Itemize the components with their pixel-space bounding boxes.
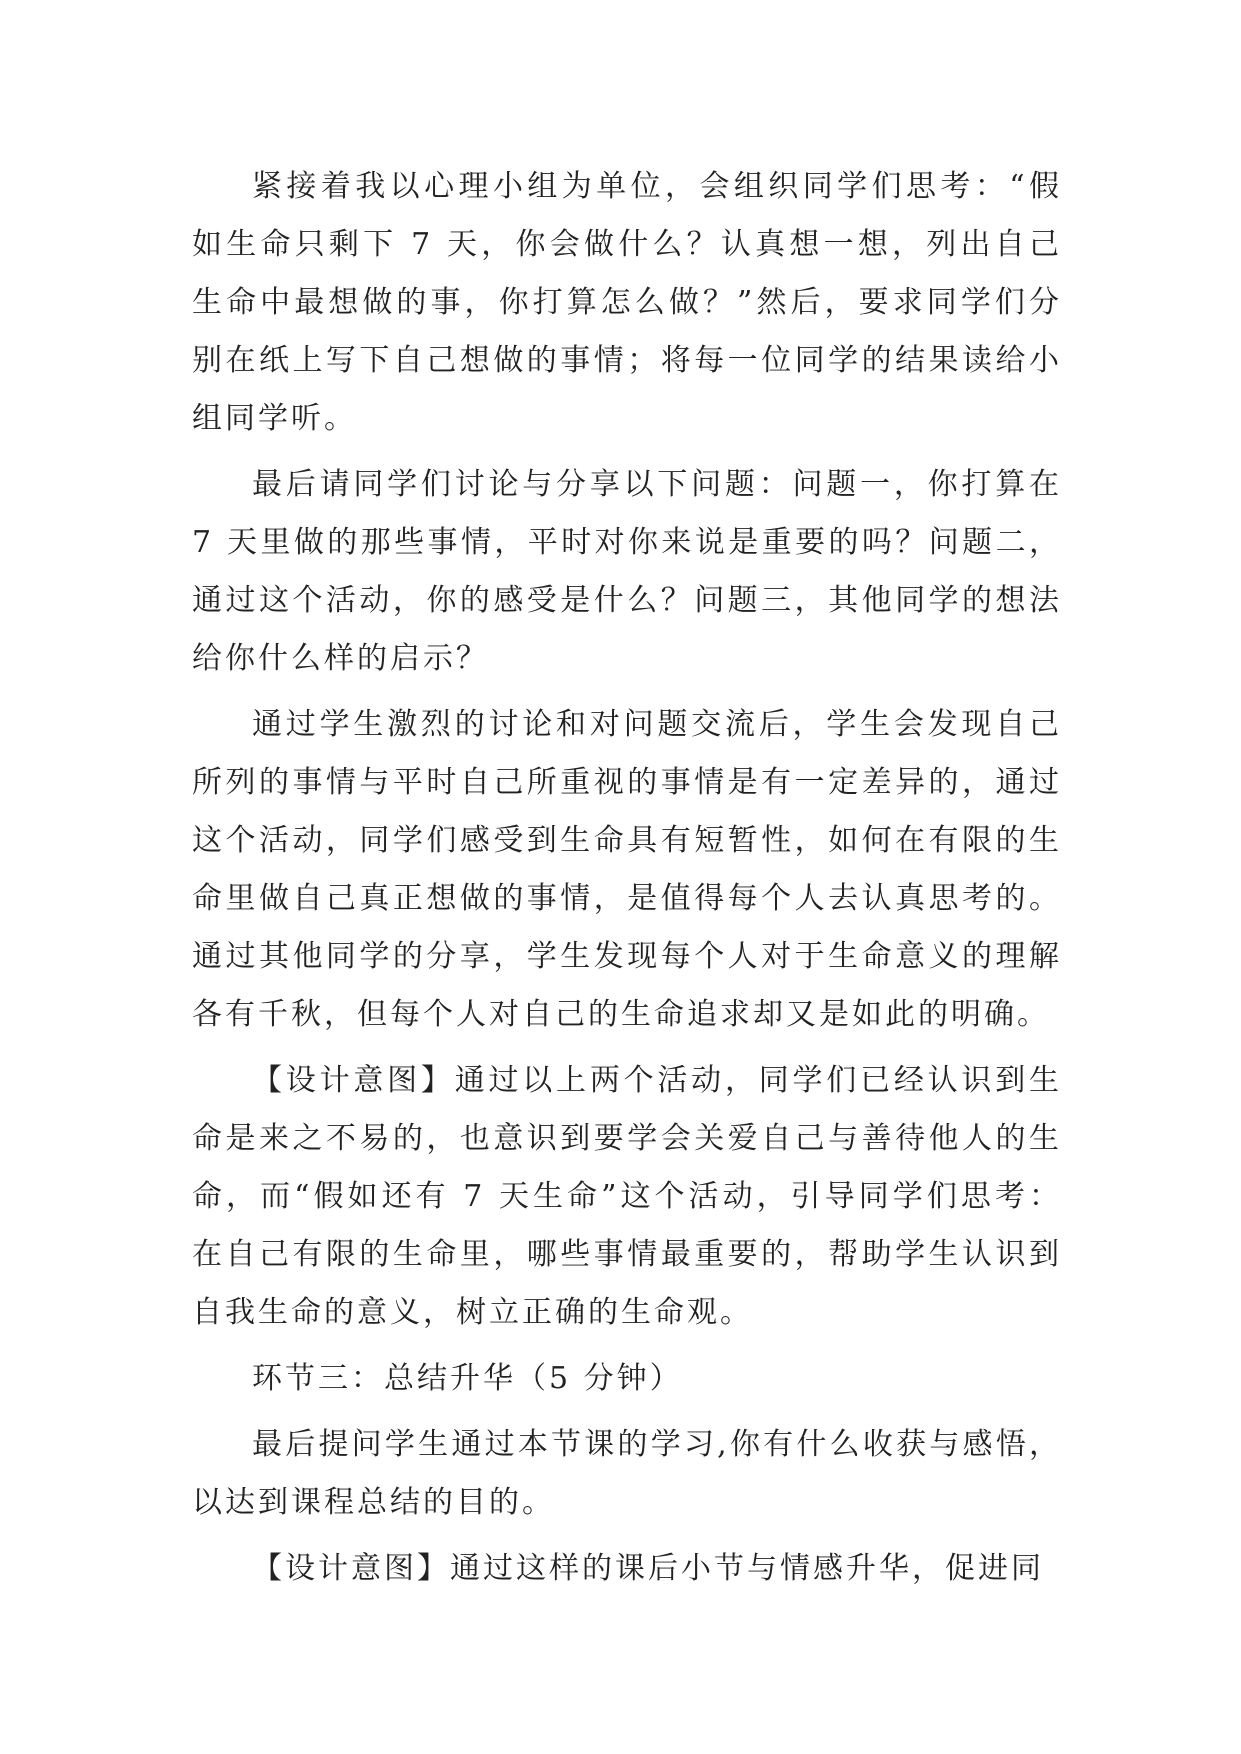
paragraph-design-intent-2: 【设计意图】通过这样的课后小节与情感升华，促进同 <box>252 1551 1044 1586</box>
paragraph-discussion-outcome: 通过学生激烈的讨论和对问题交流后，学生会发现自己所列的事情与平时自己所重视的事情是有一定差异的，通过这个活动，同学们感受到生命具有短暂性，如何在有限的生命里做自己真正想做的事情，是值得每个人去认真思考的。通过其他同学的分享，学生发现每个人对于生命意义的理解各有千秋，但每个人对自己的生命追求却又是如此的明确。 <box>192 707 1062 1032</box>
paragraph-activity-instructions: 紧接着我以心理小组为单位，会组织同学们思考：“假如生命只剩下 7 天，你会做什么？认真想一想，列出自己生命中最想做的事，你打算怎么做？”然后，要求同学们分别在纸上写下自己想做的事情；将每一位同学的结果读给小组同学听。 <box>192 169 1062 436</box>
document-body <box>192 158 1062 1606</box>
section-heading-summary: 环节三：总结升华（5 分钟） <box>252 1361 683 1396</box>
paragraph-discussion-questions: 最后请同学们讨论与分享以下问题：问题一，你打算在 7 天里做的那些事情，平时对你来说是重要的吗？问题二，通过这个活动，你的感受是什么？问题三，其他同学的想法给你什么样的启示？ <box>192 467 1062 676</box>
paragraph-summary-question: 最后提问学生通过本节课的学习,你有什么收获与感悟，以达到课程总结的目的。 <box>192 1427 1062 1520</box>
paragraph-design-intent-1: 【设计意图】通过以上两个活动，同学们已经认识到生命是来之不易的，也意识到要学会关爱自己与善待他人的生命，而“假如还有 7 天生命”这个活动，引导同学们思考：在自己有限的生命里，哪些事情最重要的，帮助学生认识到自我生命的意义，树立正确的生命观。 <box>192 1063 1062 1330</box>
